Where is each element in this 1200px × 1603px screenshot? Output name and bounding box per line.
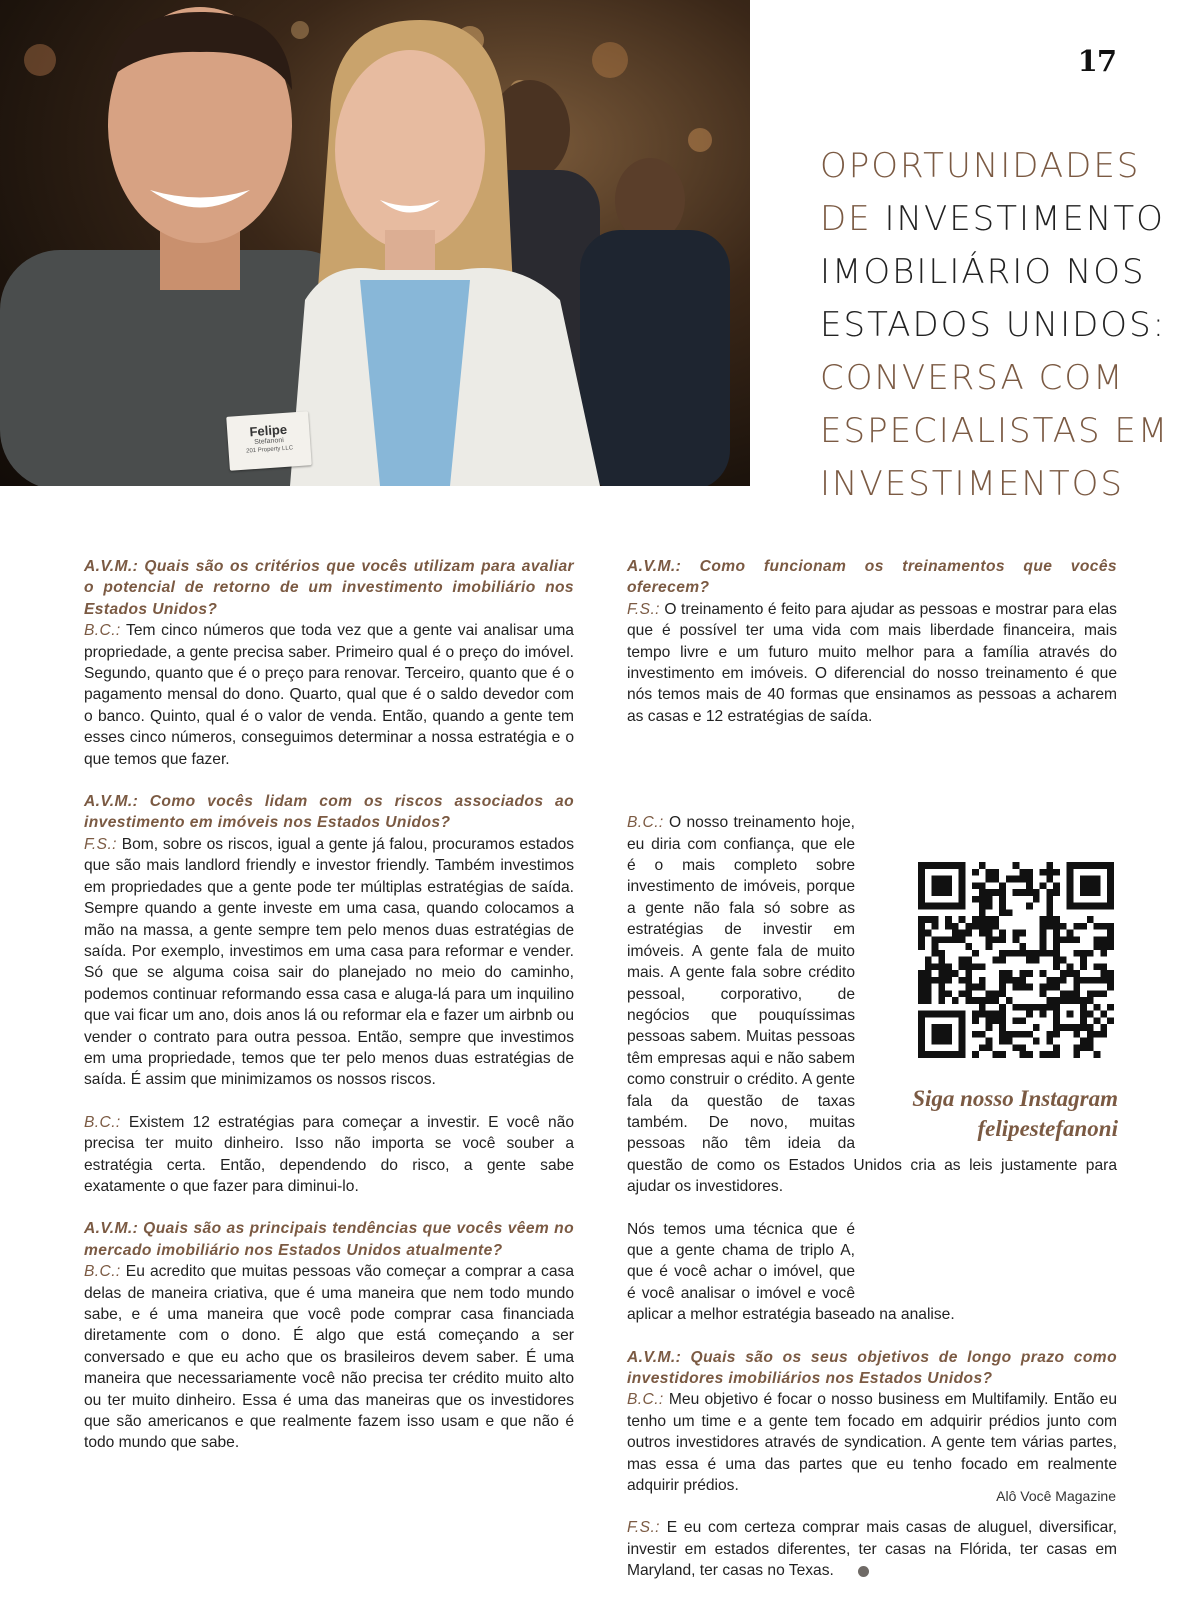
question: A.V.M.: Como vocês lidam com os riscos associados ao investimento em imóveis nos Estados Unidos? [84,793,574,832]
speaker: F.S.: [627,1519,660,1537]
headline-line-6: ESPECIALISTAS EM [820,411,1170,451]
answer-block [627,1219,1117,1326]
qa-block [627,1347,1117,1497]
end-mark [858,1566,869,1577]
photo-illustration [0,0,750,486]
headline-line-2b: INVESTIMENTO [884,199,1165,239]
headline-line-2 [820,193,1165,246]
answer-block [84,1112,574,1198]
badge-name: Felipe [248,421,288,440]
speaker: F.S.: [84,835,117,853]
question: A.V.M.: Quais são as principais tendências que vocês vêem no mercado imobiliário nos Estados Unidos atualmente? [84,1220,574,1259]
badge-surname: Stefanoni [254,436,285,447]
question: A.V.M.: Como funcionam os treinamentos que vocês oferecem? [627,558,1117,597]
magazine-name: Alô Você Magazine [996,1488,1116,1504]
speaker: B.C.: [84,1263,121,1281]
article-column-right [627,556,1117,1603]
speaker: B.C.: [627,1391,664,1409]
headline-line-1: OPORTUNIDADES [820,146,1141,186]
speaker: B.C.: [84,1113,121,1131]
headline-line-2a: DE [820,199,872,239]
cover-photo [0,0,750,486]
headline-line-3: IMOBILIÁRIO NOS [820,252,1146,292]
headline-line-4: ESTADOS UNIDOS: [820,305,1167,345]
instagram-handle[interactable]: felipestefanoni [977,1116,1118,1141]
answer: Tem cinco números que toda vez que a gente vai analisar uma propriedade, a gente precisa saber. Primeiro qual é o preço do imóvel. Segundo, quanto que é o preço para renovar. Terceiro, quanto que é o pagamento mensal do dono. Quarto, qual que é o saldo devedor com o banco. Quinto, qual é o valor de venda. Então, quando a gente tem esses cinco números, conseguimos determinar a nossa estratégia e o que temos que fazer. [84,622,574,768]
answer: E eu com certeza comprar mais casas de aluguel, diversificar, investir em estados diferentes, ter casas na Flórida, ter casas em Maryland, ter casas no Texas. [627,1519,1117,1580]
speaker: B.C.: [84,622,121,640]
article-column-left [84,556,574,1475]
qa-block [84,791,574,1091]
qa-block [627,556,1117,727]
answer-block [627,1517,1117,1581]
qr-code[interactable] [918,862,1114,1058]
answer: Bom, sobre os riscos, igual a gente já falou, procuramos estados que são mais landlord friendly e investor friendly. Também investimos em propriedades que a gente pode ter múltiplas estratégias de saída. Sempre quando a gente investe em uma casa, quando colocamos a mão na massa, a gente sempre tem pelo menos duas estratégias de saída. Por exemplo, investimos em uma casa para reformar e vender. Só que se alguma coisa sair do planejado no meio do caminho, podemos continuar reformando essa casa e aluga-lá para um inquilino que vai ficar um ano, dois anos lá ou reformar ela e fazer um airbnb ou vender o contrato para outra pessoa. Então, sempre que investimos em uma propriedade, temos que ter pelo menos duas estratégias de saída. É assim que minimizamos os nossos riscos. [84,835,575,1089]
qa-block [84,556,574,770]
instagram-callout [866,1084,1118,1144]
answer: Meu objetivo é focar o nosso business em Multifamily. Então eu tenho um time e a gente tem focado em adquirir prédios junto com outros investidores através de syndication. A gente tem várias partes, mas essa é uma das partes que eu tenho focado em realmente adquirir prédios. [627,1391,1117,1495]
insta-float-space [855,1219,1117,1301]
headline [820,140,1170,511]
headline-line-7: INVESTIMENTOS [820,464,1124,504]
answer: O nosso treinamento hoje, eu diria com confiança, que ele é o mais completo sobre investimento de imóveis, porque a gente não fala só sobre as estratégias de investir em imóveis. A gente fala de muito mais. A gente fala sobre crédito pessoal, corporativo, de negócios que pouquíssimas pessoas sabem. Muitas pessoas têm empresas aqui e não sabem como construir o crédito. A gente fala da questão de taxas também. De novo, muitas pessoas não têm ideia da questão de como os Estados Unidos cria as leis justamente para ajudar os investidores. [627,814,1117,1196]
speaker: F.S.: [627,600,660,618]
qr-code-graphic [918,862,1114,1058]
answer: Nós temos uma técnica que é que a gente chama de triplo A, que é você achar o imóvel, que é você analisar o imóvel e você aplicar a melhor estratégia baseado na analise. [627,1220,955,1324]
question: A.V.M.: Quais são os critérios que vocês utilizam para avaliar o potencial de retorno de um investimento imobiliário nos Estados Unidos? [84,558,574,618]
answer: O treinamento é feito para ajudar as pessoas e mostrar para elas que é possível ter uma vida com mais liberdade financeira, mais tempo livre e um futuro muito melhor para a família através do investimento em imóveis. O diferencial do nosso treinamento é que nós temos mais de 40 formas que ensinamos as pessoas a acharem as casas e 12 estratégias de saída. [627,600,1117,725]
answer: Existem 12 estratégias para começar a investir. E você não precisa ter muito dinheiro. Isso não importa se você souber a estratégia certa. Então, dependendo do risco, a gente sabe exatamente o que fazer para diminui-lo. [84,1113,574,1195]
qa-block [84,1218,574,1453]
spacer [627,748,1117,812]
question: A.V.M.: Quais são os seus objetivos de longo prazo como investidores imobiliários nos Estados Unidos? [627,1348,1117,1387]
instagram-line-1: Siga nosso Instagram [912,1086,1118,1111]
headline-line-5: CONVERSA COM [820,358,1125,398]
answer: Eu acredito que muitas pessoas vão começar a comprar a casa delas de maneira criativa, que é uma maneira que nem todo mundo sabe, e é uma maneira que você pode comprar casa financiada diretamente com o dono. É algo que está começando a ser conversado e que eu acho que os brasileiros devem saber. É uma maneira que necessariamente você não precisa ter crédito muito alto ou ter muito dinheiro. Essa é uma das maneiras que os investidores que são americanos e que realmente fazem isso usam e que não é todo mundo que sabe. [84,1263,574,1452]
badge-company: 201 Property LLC [245,445,294,455]
speaker: B.C.: [627,814,664,832]
name-badge [226,411,312,471]
page-number: 17 [1077,44,1116,78]
